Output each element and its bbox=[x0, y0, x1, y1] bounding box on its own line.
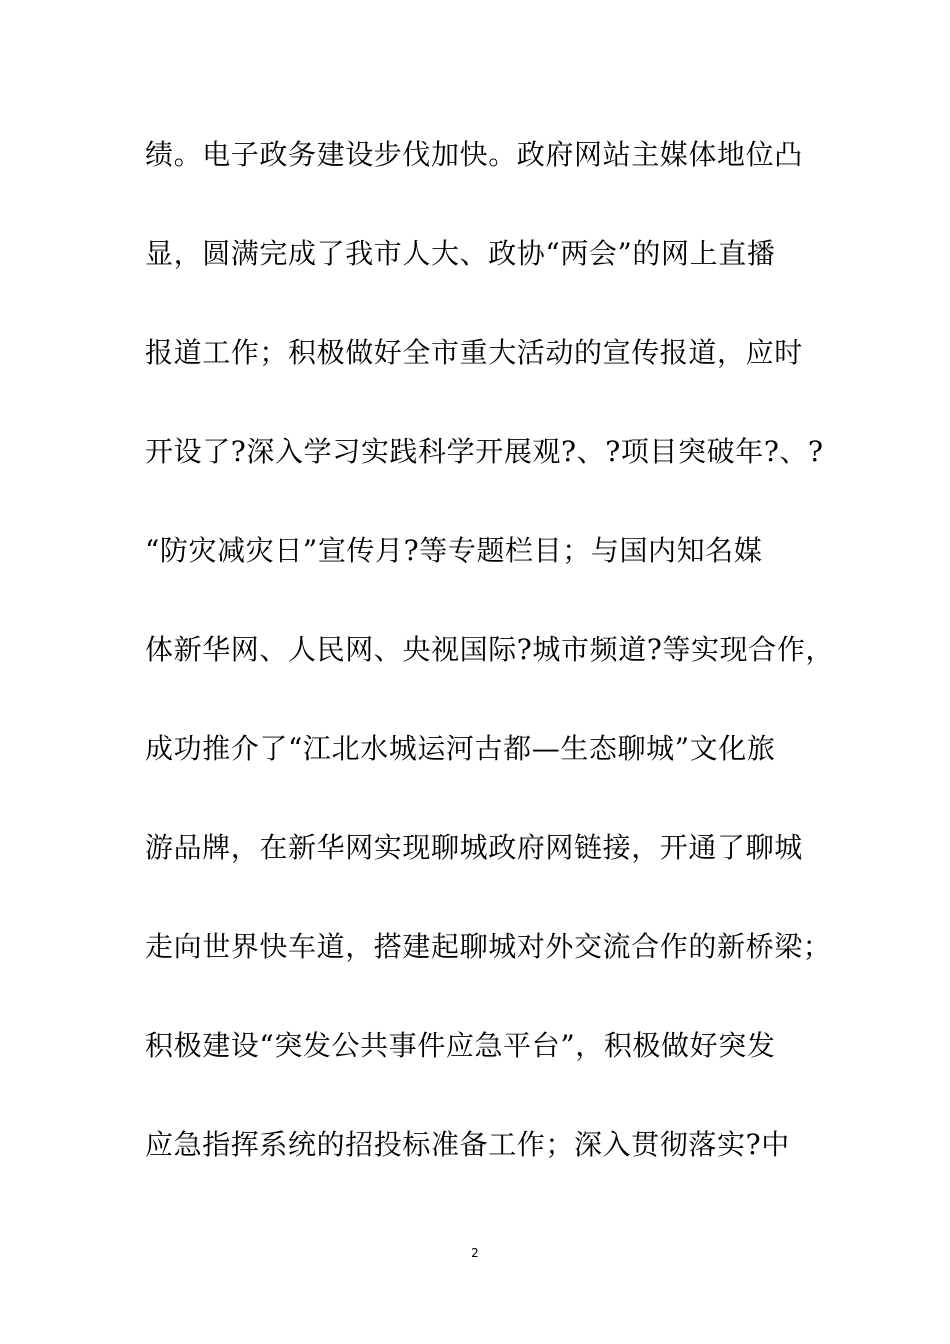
text-line: 体新华网、人民网、央视国际?城市频道?等实现合作， bbox=[145, 633, 835, 666]
text-line: 显，圆满完成了我市人大、政协“两会”的网上直播 bbox=[145, 237, 776, 270]
page-number: 2 bbox=[471, 1246, 479, 1260]
text-line: 报道工作；积极做好全市重大活动的宣传报道，应时 bbox=[145, 336, 803, 369]
text-line: 积极建设“突发公共事件应急平台”，积极做好突发 bbox=[145, 1029, 776, 1062]
text-line: 成功推介了“江北水城运河古都—生态聊城”文化旅 bbox=[145, 732, 776, 765]
text-line: 游品牌，在新华网实现聊城政府网链接，开通了聊城 bbox=[145, 831, 803, 864]
text-line: 应急指挥系统的招投标准备工作；深入贯彻落实?中 bbox=[145, 1128, 790, 1161]
text-line: 开设了?深入学习实践科学开展观?、?项目突破年?、? bbox=[145, 435, 824, 468]
body-text bbox=[145, 125, 835, 1214]
text-line: 走向世界快车道，搭建起聊城对外交流合作的新桥梁； bbox=[145, 930, 832, 963]
text-line: 绩。电子政务建设步伐加快。政府网站主媒体地位凸 bbox=[145, 138, 803, 171]
text-line: “防灾减灾日”宣传月?等专题栏目；与国内知名媒 bbox=[145, 534, 763, 567]
